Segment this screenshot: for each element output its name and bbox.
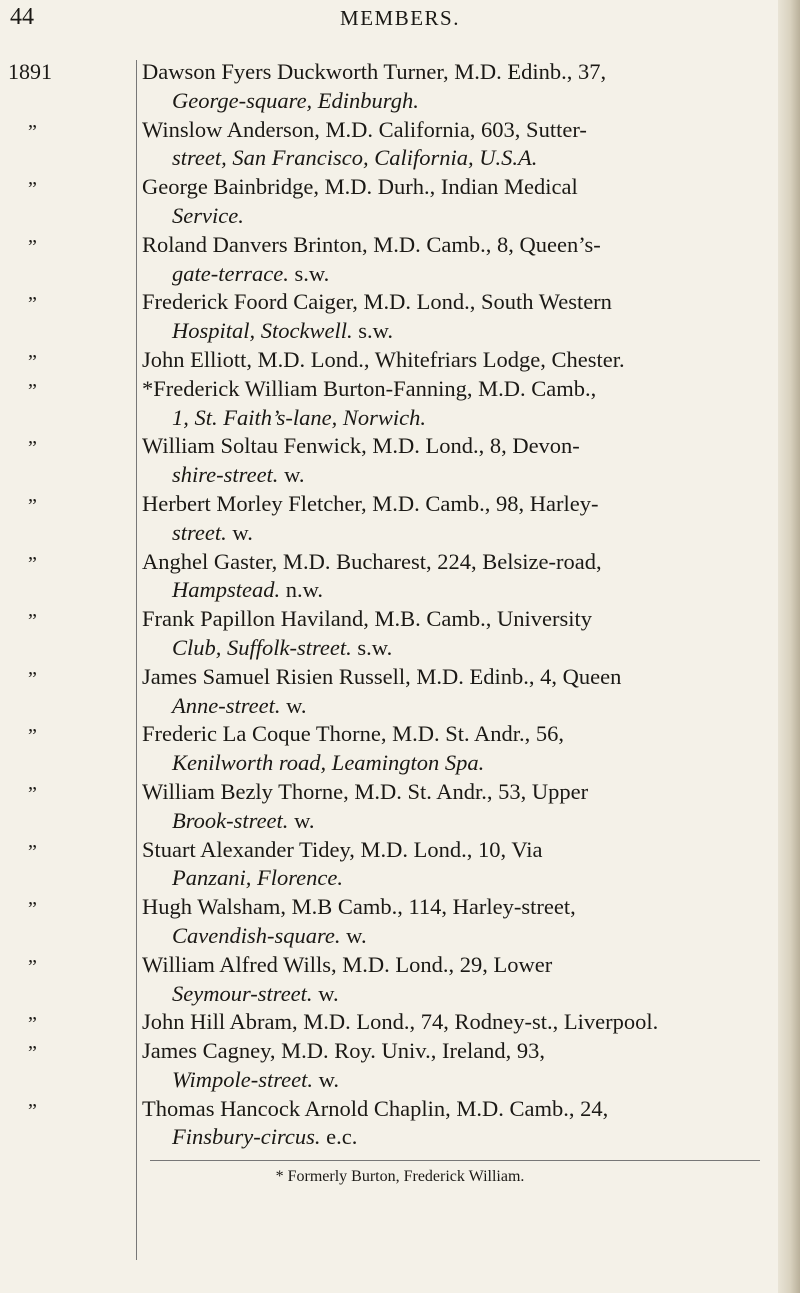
entry-name-line: Hugh Walsham, M.B Camb., 114, Harley-street, xyxy=(142,894,576,920)
ditto-mark: ” xyxy=(28,725,37,748)
member-entry xyxy=(0,116,800,174)
entry-name-line: William Bezly Thorne, M.D. St. Andr., 53, Upper xyxy=(142,778,589,804)
member-entry xyxy=(0,778,800,836)
entry-address: street, San Francisco, California, U.S.A. xyxy=(172,145,538,171)
member-entry xyxy=(0,173,800,231)
member-entry xyxy=(0,548,800,606)
ditto-mark: ” xyxy=(28,120,37,143)
entry-name-line: Stuart Alexander Tidey, M.D. Lond., 10, Via xyxy=(142,836,543,862)
entry-address-line xyxy=(172,980,339,1009)
member-entry xyxy=(0,231,800,289)
entry-name-line: Frank Papillon Haviland, M.B. Camb., University xyxy=(142,606,592,632)
member-entry xyxy=(0,58,800,116)
entry-address-line xyxy=(172,749,484,778)
entry-address: Hampstead. xyxy=(172,577,281,603)
entry-district: w. xyxy=(278,462,305,488)
entry-district: w. xyxy=(288,807,315,833)
ditto-mark: ” xyxy=(28,235,37,258)
ditto-mark: ” xyxy=(28,898,37,921)
entry-address-line xyxy=(172,404,426,433)
member-entry xyxy=(0,1008,800,1037)
ditto-mark: ” xyxy=(28,840,37,863)
ditto-mark: ” xyxy=(28,667,37,690)
entry-address: 1, St. Faith’s-lane, Norwich. xyxy=(172,404,426,430)
entry-address-line xyxy=(172,1123,357,1152)
entry-address: Anne-street. xyxy=(172,692,281,718)
ditto-mark: ” xyxy=(28,293,37,316)
ditto-mark: ” xyxy=(28,350,37,373)
entry-name-line: John Elliott, M.D. Lond., Whitefriars Lodge, Chester. xyxy=(142,346,625,372)
entry-district: w. xyxy=(280,692,307,718)
ditto-mark: ” xyxy=(28,494,37,517)
ditto-mark: ” xyxy=(28,437,37,460)
entry-address: Cavendish-square. xyxy=(172,922,341,948)
entry-district: w. xyxy=(226,519,253,545)
footnote: * Formerly Burton, Frederick William. xyxy=(275,1168,525,1185)
entry-address-line xyxy=(172,519,253,548)
member-entry xyxy=(0,893,800,951)
entry-address-line xyxy=(172,202,244,231)
entry-name-line: William Alfred Wills, M.D. Lond., 29, Lower xyxy=(142,951,553,977)
member-entry xyxy=(0,720,800,778)
entry-district: n.w. xyxy=(280,577,324,603)
member-entry xyxy=(0,605,800,663)
entry-name-line: Frederick Foord Caiger, M.D. Lond., South Western xyxy=(142,289,612,315)
entry-name-line: George Bainbridge, M.D. Durh., Indian Medical xyxy=(142,174,578,200)
entry-name-line: Herbert Morley Fletcher, M.D. Camb., 98, Harley- xyxy=(142,490,599,516)
entry-address-line xyxy=(172,260,329,289)
entry-name-line: Thomas Hancock Arnold Chaplin, M.D. Camb., 24, xyxy=(142,1095,609,1121)
entry-address: Panzani, Florence. xyxy=(172,865,344,891)
entry-name-line: John Hill Abram, M.D. Lond., 74, Rodney-st., Liverpool. xyxy=(142,1009,659,1035)
member-entry xyxy=(0,346,800,375)
ditto-mark: ” xyxy=(28,1042,37,1065)
entry-name-line: Roland Danvers Brinton, M.D. Camb., 8, Queen’s- xyxy=(142,231,601,257)
entry-address: Finsbury-circus. xyxy=(172,1124,321,1150)
ditto-mark: ” xyxy=(28,552,37,575)
entry-address: gate-terrace. xyxy=(172,260,289,286)
member-entry xyxy=(0,432,800,490)
entry-district: w. xyxy=(313,1066,340,1092)
entry-address: Wimpole-street. xyxy=(172,1066,314,1092)
ditto-mark: ” xyxy=(28,178,37,201)
ditto-mark: ” xyxy=(28,379,37,402)
entry-name-line: James Cagney, M.D. Roy. Univ., Ireland, 93, xyxy=(142,1038,546,1064)
member-entry xyxy=(0,490,800,548)
entry-address-line xyxy=(172,1066,339,1095)
entry-address-line xyxy=(172,864,343,893)
entry-address: street. xyxy=(172,519,227,545)
entry-district: e.c. xyxy=(320,1124,358,1150)
entry-address-line xyxy=(172,807,314,836)
entry-address: Club, Suffolk-street. xyxy=(172,634,352,660)
entry-district: s.w. xyxy=(351,634,393,660)
member-entry xyxy=(0,1095,800,1153)
entry-district: s.w. xyxy=(352,318,394,344)
entry-name-line: William Soltau Fenwick, M.D. Lond., 8, Devon- xyxy=(142,433,580,459)
entry-address: shire-street. xyxy=(172,462,279,488)
footnote-rule xyxy=(150,1160,760,1161)
entry-address: Seymour-street. xyxy=(172,980,313,1006)
entry-name-line: *Frederick William Burton-Fanning, M.D. Camb., xyxy=(142,375,597,401)
entry-address-line xyxy=(172,144,537,173)
entry-address-line xyxy=(172,461,304,490)
entry-name-line: Winslow Anderson, M.D. California, 603, Sutter- xyxy=(142,116,587,142)
member-entry xyxy=(0,1037,800,1095)
ditto-mark: ” xyxy=(28,1013,37,1036)
entry-address: Brook-street. xyxy=(172,807,289,833)
entry-district: s.w. xyxy=(288,260,330,286)
entry-year: 1891 xyxy=(8,59,52,84)
entry-district: w. xyxy=(312,980,339,1006)
entry-district: w. xyxy=(340,922,367,948)
entry-name-line: Frederic La Coque Thorne, M.D. St. Andr., 56, xyxy=(142,721,565,747)
entry-name-line: Anghel Gaster, M.D. Bucharest, 224, Belsize-road, xyxy=(142,548,602,574)
member-entry xyxy=(0,836,800,894)
entry-address: Kenilworth road, Leamington Spa. xyxy=(172,750,485,776)
entry-name-line: Dawson Fyers Duckworth Turner, M.D. Edinb., 37, xyxy=(142,59,607,84)
member-entry xyxy=(0,663,800,721)
member-entry xyxy=(0,375,800,433)
running-head: MEMBERS. xyxy=(340,6,460,30)
ditto-mark: ” xyxy=(28,610,37,633)
ditto-mark: ” xyxy=(28,1099,37,1122)
entry-name-line: James Samuel Risien Russell, M.D. Edinb., 4, Queen xyxy=(142,663,622,689)
member-entry xyxy=(0,951,800,1009)
ditto-mark: ” xyxy=(28,782,37,805)
entry-address-line xyxy=(172,87,419,116)
entry-address-line xyxy=(172,576,323,605)
entry-address-line xyxy=(172,692,307,721)
entry-address: Hospital, Stockwell. xyxy=(172,318,353,344)
entry-address: Service. xyxy=(172,202,244,228)
entry-address-line xyxy=(172,317,393,346)
entry-address: George-square, Edinburgh. xyxy=(172,87,419,113)
page-number: 44 xyxy=(10,4,34,30)
member-entry xyxy=(0,288,800,346)
entry-address-line xyxy=(172,922,367,951)
members-list xyxy=(0,58,800,1152)
ditto-mark: ” xyxy=(28,955,37,978)
entry-address-line xyxy=(172,634,392,663)
